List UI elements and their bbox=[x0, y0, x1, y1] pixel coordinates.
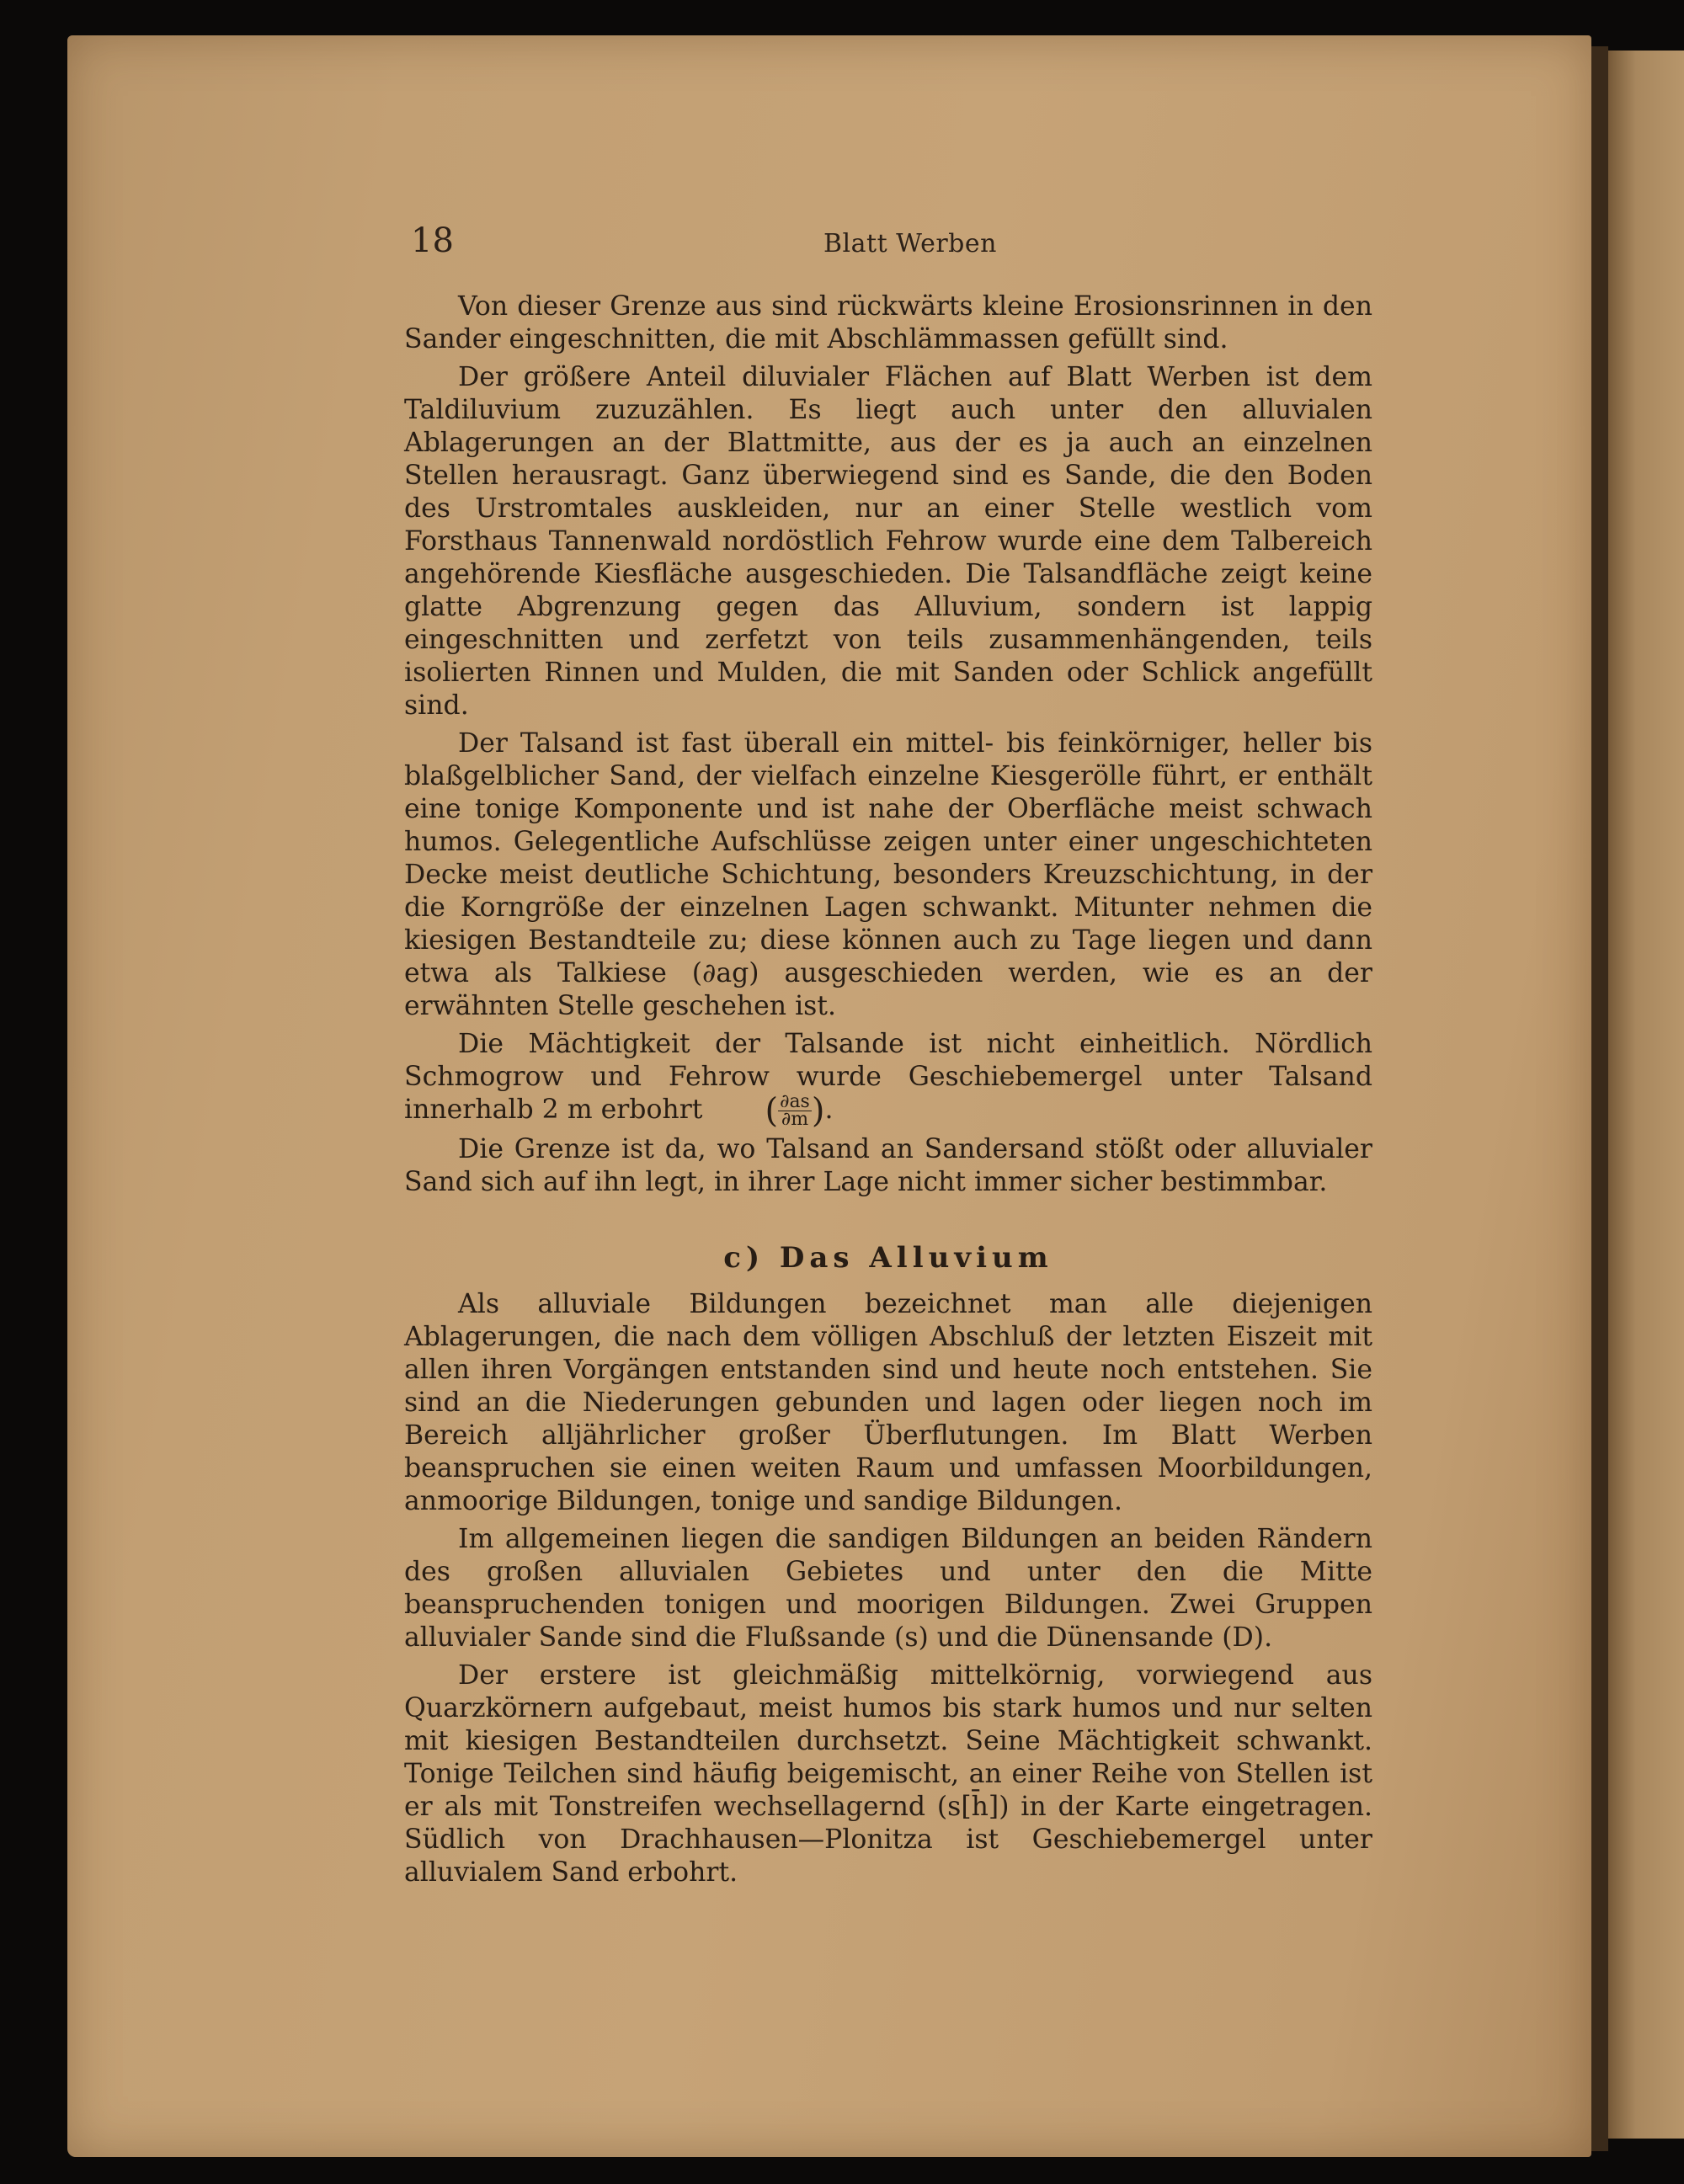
paragraph-4 bbox=[404, 1028, 1372, 1131]
section-paragraph-3: Der erstere ist gleichmäßig mittelkörnig, vorwiegend aus Quarzkörnern aufgebaut, meist humos bis stark humos und nur selten mit kiesigen Bestandteilen durchsetzt. Seine Mächtigkeit schwankt. Tonige Teilchen sind häufig beigemischt, an einer Reihe von Stellen ist er als mit Tonstreifen wechsellagernd (s[h̄]) in der Karte eingetragen. Südlich von Drachhausen—Plonitza ist Geschiebemergel unter alluvialem Sand erbohrt. bbox=[404, 1660, 1372, 1888]
formula-denominator: ∂m bbox=[781, 1109, 809, 1130]
page-body bbox=[404, 290, 1372, 1894]
paragraph-5: Die Grenze ist da, wo Talsand an Sandersand stößt oder alluvialer Sand sich auf ihn legt, in ihrer Lage nicht immer sicher bestimmbar. bbox=[404, 1134, 1372, 1197]
paragraph-2: Der größere Anteil diluvialer Flächen auf Blatt Werben ist dem Taldiluvium zuzuzählen. Es liegt auch unter den alluvialen Ablagerungen an der Blattmitte, aus der es ja auch an einzelnen Stellen herausragt. Ganz überwiegend sind es Sande, die den Boden des Urstromtales auskleiden, nur an einer Stelle westlich vom Forsthaus Tannenwald nordöstlich Fehrow wurde eine dem Talbereich angehörende Kiesfläche ausgeschieden. Die Talsandfläche zeigt keine glatte Abgrenzung gegen das Alluvium, sondern ist lappig eingeschnitten und zerfetzt von teils zusammenhängenden, teils isolierten Rinnen und Mulden, die mit Sanden oder Schlick angefüllt sind. bbox=[404, 362, 1372, 721]
section-heading: c) Das Alluvium bbox=[723, 1241, 1053, 1275]
paragraph-1: Von dieser Grenze aus sind rückwärts kleine Erosionsrinnen in den Sander eingeschnitten, die mit Abschlämmassen gefüllt sind. bbox=[404, 291, 1372, 354]
formula-numerator: ∂as bbox=[780, 1091, 810, 1112]
page-number: 18 bbox=[411, 221, 454, 260]
map-symbol-formula: ( $\frac{\partial as}{\partial m}$ ) bbox=[765, 1091, 825, 1131]
adjacent-page bbox=[1604, 51, 1684, 2139]
paragraph-4-end: . bbox=[824, 1095, 834, 1125]
paragraph-4-text: Die Mächtigkeit der Talsande ist nicht einheitlich. Nördlich Schmogrow und Fehrow wurde Geschiebemergel unter Talsand innerhalb 2 m erbohrt bbox=[404, 1029, 1372, 1125]
running-title: Blatt Werben bbox=[823, 229, 997, 258]
paragraph-3: Der Talsand ist fast überall ein mittel- bis feinkörniger, heller bis blaßgelblicher Sand, der vielfach einzelne Kiesgerölle führt, er enthält eine tonige Komponente und ist nahe der Oberfläche meist schwach humos. Gelegentliche Aufschlüsse zeigen unter einer ungeschichteten Decke meist deutliche Schichtung, besonders Kreuzschichtung, in der die Korngröße der einzelnen Lagen schwankt. Mitunter nehmen die kiesigen Bestandteile zu; diese können auch zu Tage liegen und dann etwa als Talkiese (∂ag) ausgeschieden werden, wie es an der erwähnten Stelle geschehen ist. bbox=[404, 728, 1372, 1021]
section-paragraph-1: Als alluviale Bildungen bezeichnet man alle diejenigen Ablagerungen, die nach dem völligen Abschluß der letzten Eiszeit mit allen ihren Vorgängen entstanden sind und heute noch entstehen. Sie sind an die Niederungen gebunden und lagen oder liegen noch im Bereich alljährlicher großer Überflutungen. Im Blatt Werben beanspruchen sie einen weiten Raum und umfassen Moorbildungen, anmoorige Bildungen, tonige und sandige Bildungen. bbox=[404, 1289, 1372, 1516]
book-gutter bbox=[1591, 46, 1608, 2151]
section-paragraph-2: Im allgemeinen liegen die sandigen Bildungen an beiden Rändern des großen alluvialen Gebietes und unter den die Mitte beanspruchenden tonigen und moorigen Bildungen. Zwei Gruppen alluvialer Sande sind die Flußsande (s) und die Dünensande (D). bbox=[404, 1524, 1372, 1653]
